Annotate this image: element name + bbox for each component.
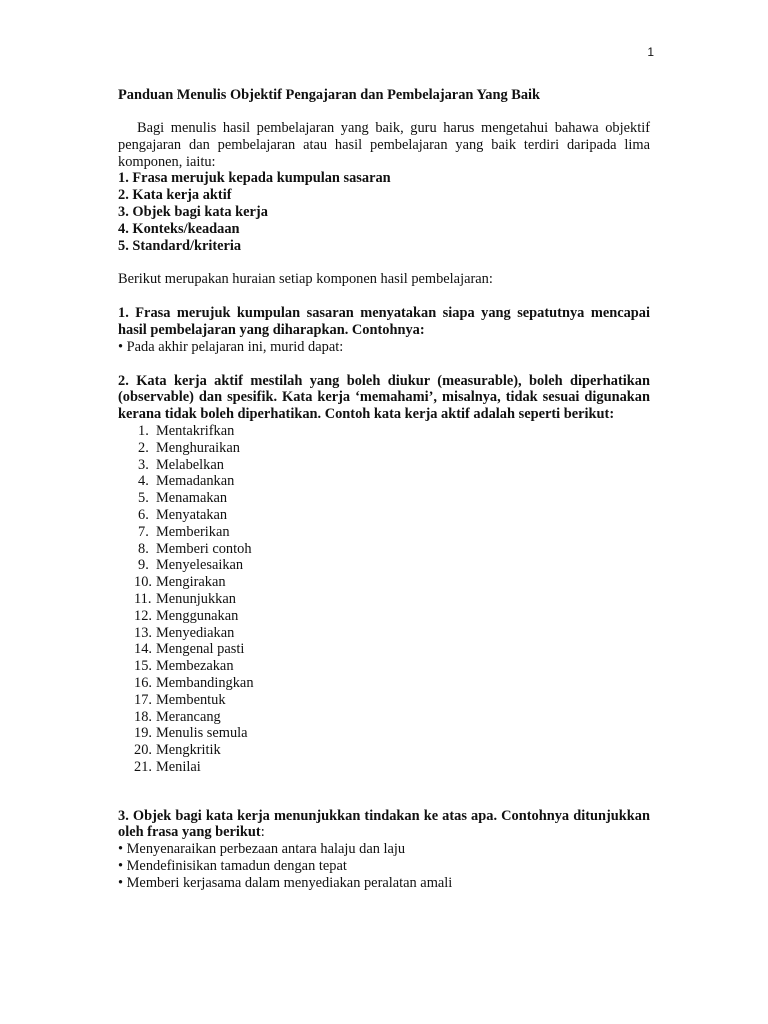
verb-number: 15.	[134, 658, 152, 675]
verb-label: Memberi contoh	[156, 540, 252, 557]
verb-number: 10.	[134, 574, 152, 591]
verb-label: Membentuk	[156, 691, 226, 708]
section-1-bullet: • Pada akhir pelajaran ini, murid dapat:	[118, 338, 344, 355]
verb-item	[118, 490, 650, 507]
verb-label: Memadankan	[156, 473, 235, 490]
verb-item	[118, 608, 650, 625]
verb-item	[118, 541, 650, 558]
verb-label: Menyediakan	[156, 624, 235, 641]
verb-number: 12.	[134, 607, 152, 624]
component-item: 2. Kata kerja aktif	[118, 187, 232, 204]
verb-item	[118, 457, 650, 474]
verb-label: Menunjukkan	[156, 590, 236, 607]
section-2-heading: 2. Kata kerja aktif mestilah yang boleh diukur (measurable), boleh diperhatikan (observable) dan spesifik. Kata kerja ‘memahami’, misalnya, tidak sesuai digunakan kerana tidak boleh diperhatikan. Contoh kata kerja aktif adalah seperti berikut:	[118, 372, 650, 423]
verb-label: Menghuraikan	[156, 439, 240, 456]
verb-item	[118, 658, 650, 675]
verb-item	[118, 675, 650, 692]
verb-label: Membandingkan	[156, 674, 254, 691]
document-body	[118, 87, 650, 892]
verb-number: 17.	[134, 691, 152, 708]
verb-item	[118, 557, 650, 574]
verb-item	[118, 742, 650, 759]
verb-label: Membezakan	[156, 658, 234, 675]
verb-label: Mentakrifkan	[156, 422, 235, 439]
intro-paragraph: Bagi menulis hasil pembelajaran yang baik, guru harus mengetahui bahawa objektif pengajaran dan pembelajaran atau hasil pembelajaran yang baik terdiri daripada lima komponen, iaitu:	[118, 120, 650, 170]
section-3-heading	[118, 808, 650, 842]
verb-number: 13.	[134, 624, 152, 641]
verb-item	[118, 625, 650, 642]
section-1-heading: 1. Frasa merujuk kumpulan sasaran menyatakan siapa yang sepatutnya mencapai hasil pembelajaran yang diharapkan. Contohnya:	[118, 305, 650, 338]
verb-label: Menggunakan	[156, 607, 239, 624]
verb-item	[118, 759, 650, 776]
verb-number: 3.	[138, 456, 149, 473]
verb-number: 18.	[134, 708, 152, 725]
component-item: 4. Konteks/keadaan	[118, 220, 240, 237]
verb-item	[118, 574, 650, 591]
verb-number: 8.	[138, 540, 149, 557]
verb-number: 11.	[134, 590, 152, 607]
section-3-bullet: • Memberi kerjasama dalam menyediakan peralatan amali	[118, 874, 453, 891]
verb-item	[118, 692, 650, 709]
section-3-bullet: • Mendefinisikan tamadun dengan tepat	[118, 858, 347, 875]
document-title: Panduan Menulis Objektif Pengajaran dan Pembelajaran Yang Baik	[118, 87, 541, 103]
verb-number: 14.	[134, 641, 152, 658]
verb-label: Menilai	[156, 758, 201, 775]
verb-label: Memberikan	[156, 523, 230, 540]
verb-number: 20.	[134, 742, 152, 759]
verb-label: Mengkritik	[156, 742, 221, 759]
verb-item	[118, 473, 650, 490]
verb-item	[118, 440, 650, 457]
verb-number: 19.	[134, 725, 152, 742]
components-list	[118, 170, 650, 254]
verb-number: 5.	[138, 490, 149, 507]
verb-number: 1.	[138, 422, 149, 439]
verb-number: 9.	[138, 557, 149, 574]
verb-item	[118, 524, 650, 541]
verb-label: Merancang	[156, 708, 221, 725]
verb-label: Mengenal pasti	[156, 641, 245, 658]
verb-item	[118, 641, 650, 658]
verb-label: Melabelkan	[156, 456, 224, 473]
verb-number: 2.	[138, 439, 149, 456]
verb-label: Mengirakan	[156, 574, 226, 591]
component-item: 5. Standard/kriteria	[118, 237, 242, 254]
verb-item	[118, 591, 650, 608]
verb-number: 7.	[138, 523, 149, 540]
verb-label: Menyatakan	[156, 506, 228, 523]
verb-label: Menulis semula	[156, 725, 248, 742]
page-number: 1	[647, 45, 654, 59]
verb-item	[118, 709, 650, 726]
verb-number: 4.	[138, 473, 149, 490]
verb-item	[118, 725, 650, 742]
component-item: 1. Frasa merujuk kepada kumpulan sasaran	[118, 170, 391, 187]
verb-label: Menamakan	[156, 490, 228, 507]
section-3-heading-text: 3. Objek bagi kata kerja menunjukkan tindakan ke atas apa. Contohnya ditunjukkan oleh frasa yang berikut	[118, 807, 650, 841]
active-verb-list	[118, 423, 650, 776]
verb-label: Menyelesaikan	[156, 557, 244, 574]
verb-number: 16.	[134, 674, 152, 691]
verb-item	[118, 423, 650, 440]
verb-number: 21.	[134, 758, 152, 775]
verb-item	[118, 507, 650, 524]
section-3-bullet: • Menyenaraikan perbezaan antara halaju dan laju	[118, 841, 406, 858]
verb-number: 6.	[138, 506, 149, 523]
component-item: 3. Objek bagi kata kerja	[118, 203, 268, 220]
explanation-intro: Berikut merupakan huraian setiap komponen hasil pembelajaran:	[118, 271, 493, 288]
section-3-heading-colon: :	[260, 824, 265, 841]
